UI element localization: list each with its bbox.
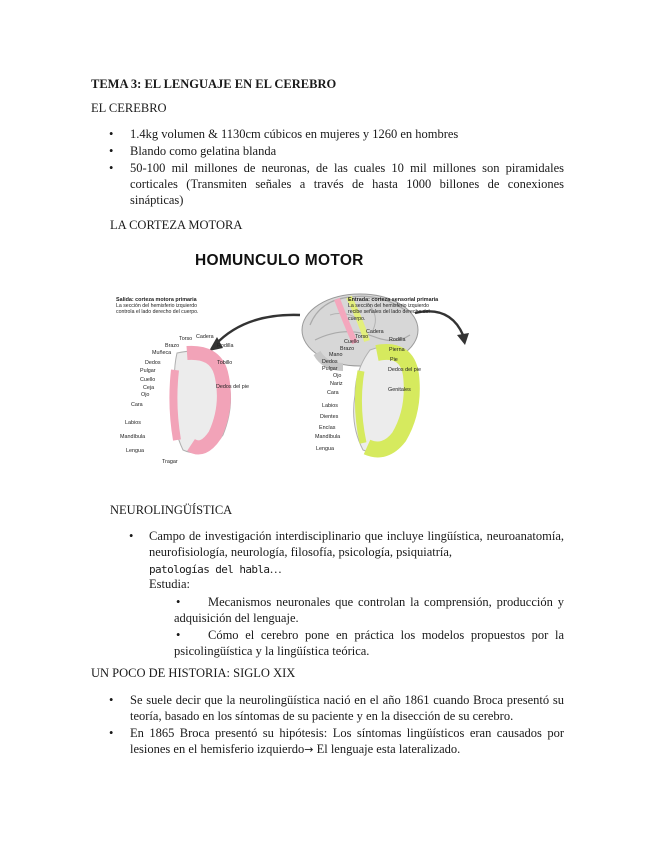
label-right: Encías (319, 425, 336, 431)
section-heading-cerebro: EL CEREBRO (91, 101, 167, 115)
label-right: Nariz (330, 381, 343, 387)
list-item: • 50-100 mil millones de neuronas, de las cuales 10 mil millones son piramidales corticales (Transmiten señales a través de hasta 1000 billones de conexiones sinápticas) (109, 161, 564, 207)
list-item: • 1.4kg volumen & 1130cm cúbicos en mujeres y 1260 en hombres (109, 127, 459, 141)
label-left: Ceja (143, 385, 155, 391)
label-right: Labios (322, 403, 338, 409)
right-caption: Entrada: corteza sensorial primaria La sección del hemisferio izquierdo recibe señales del lado derecho del cuerpo. (348, 297, 439, 322)
label-left: Muñeca (152, 350, 172, 356)
section-heading-corteza-motora: LA CORTEZA MOTORA (110, 218, 243, 232)
label-right: Cara (327, 390, 339, 396)
label-right: Rodilla (389, 337, 406, 343)
bullet-icon: • (176, 628, 181, 642)
label-left: Cuello (140, 377, 156, 383)
left-caption: Salida: corteza motora primaria La sección del hemisferio izquierdo controla el lado derecho del cuerpo. (116, 297, 199, 316)
label-right: Pulgar (322, 366, 338, 372)
label-right: Dientes (320, 414, 339, 420)
bullet-icon: • (109, 127, 114, 141)
label-left: Mandíbula (120, 434, 146, 440)
label-left: Tobillo (217, 360, 233, 366)
list-item: • Blando como gelatina blanda (109, 144, 277, 158)
label-right: Dedos del pie (388, 367, 421, 373)
bullet-icon: • (109, 726, 114, 740)
label-left: Dedos (145, 360, 161, 366)
label-right: Lengua (316, 446, 334, 452)
label-left: Labios (125, 420, 141, 426)
left-arrow-icon (215, 315, 300, 345)
label-right: Ojo (333, 373, 342, 379)
label-right: Genitales (388, 387, 411, 393)
list-item: • Se suele decir que la neurolingüística nació en el año 1861 cuando Broca presentó su teoría, basado en los síntomas de su paciente y en la disección de su cerebro. (109, 693, 564, 723)
label-right: Brazo (340, 346, 355, 352)
label-right: Cadera (366, 329, 384, 335)
figure-title: HOMUNCULO MOTOR (195, 252, 364, 269)
label-left: Cadera (196, 334, 214, 340)
label-right: Pierna (389, 347, 405, 353)
label-right: Mano (329, 352, 343, 358)
bullet-icon: • (109, 161, 114, 175)
section-heading-neurolinguistica: NEUROLINGÜÍSTICA (110, 503, 233, 517)
bullet-icon: • (109, 693, 114, 707)
label-right: Cuello (344, 339, 360, 345)
document-title: TEMA 3: EL LENGUAJE EN EL CEREBRO (91, 77, 337, 91)
list-item: • En 1865 Broca presentó su hipótesis: Los síntomas lingüísticos eran causados por lesiones en el hemisferio izquierdo→ El lenguaje esta lateralizado. (109, 726, 564, 756)
label-left: Cara (131, 402, 143, 408)
label-left: Tragar (162, 459, 178, 465)
label-left: Brazo (165, 343, 180, 349)
list-item: • Campo de investigación interdisciplinario que incluye lingüística, neuroanatomía, neurofisiología, neurología, filosofía, psicología, psiquiatría, (129, 529, 564, 559)
label-right: Pie (390, 357, 398, 363)
sensory-cortex-section (354, 346, 418, 453)
label-right: Mandíbula (315, 434, 341, 440)
bullet-icon: • (109, 144, 114, 158)
section-heading-historia: UN POCO DE HISTORIA: SIGLO XIX (91, 666, 296, 680)
label-left: Torso (179, 336, 193, 342)
studies-label: Estudia: (149, 577, 190, 591)
label-left: Lengua (126, 448, 144, 454)
list-item: • Mecanismos neuronales que controlan la comprensión, producción y adquisición del lenguaje. (174, 595, 564, 625)
bullet-icon: • (129, 529, 134, 543)
bullet-continuation: patologías del habla… (149, 562, 282, 576)
list-item: • Cómo el cerebro pone en práctica los modelos propuestos por la psicolingüística y la lingüística teórica. (174, 628, 564, 658)
arrow-right-icon: → (304, 743, 314, 756)
label-left: Rodilla (217, 343, 234, 349)
label-right: Dedos (322, 359, 338, 365)
label-left: Dedos del pie (216, 384, 249, 390)
label-right: Torso (355, 334, 369, 340)
label-left: Pulgar (140, 368, 156, 374)
label-left: Ojo (141, 392, 150, 398)
bullet-icon: • (176, 595, 181, 609)
